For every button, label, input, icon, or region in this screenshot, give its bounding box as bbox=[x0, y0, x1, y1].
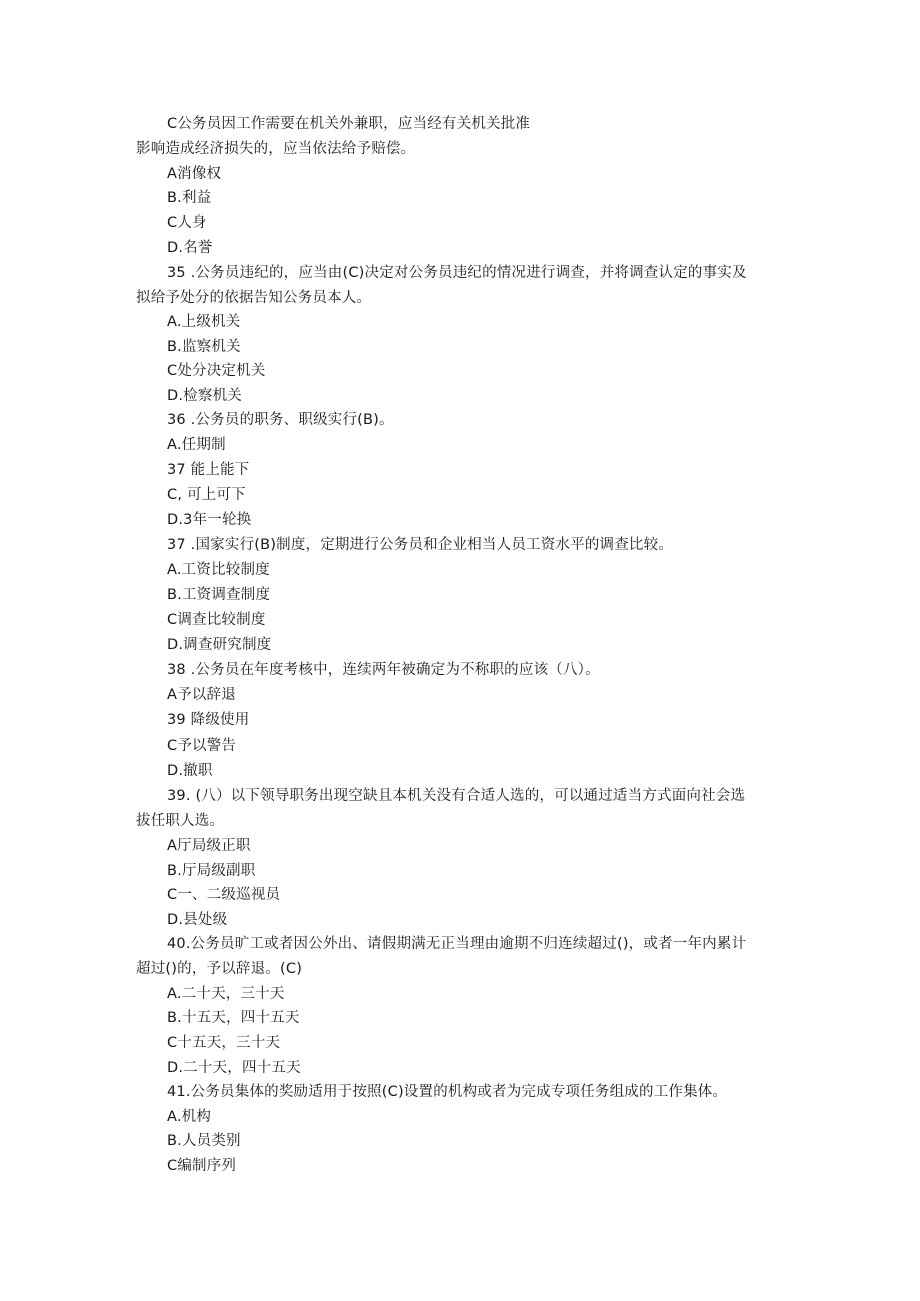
option-line: A予以辞退 bbox=[167, 687, 236, 703]
option-line: B.厅局级副职 bbox=[167, 863, 256, 879]
option-line: A.二十天，三十天 bbox=[167, 986, 285, 1002]
option-line: A.任期制 bbox=[167, 437, 226, 453]
option-line: A.工资比较制度 bbox=[167, 562, 270, 578]
option-line: D.3年一轮换 bbox=[167, 512, 252, 528]
question-line: 41.公务员集体的奖励适用于按照(C)设置的机构或者为完成专项任务组成的工作集体。 bbox=[167, 1084, 728, 1100]
option-line: C予以警告 bbox=[167, 738, 237, 754]
text-line: 影响造成经济损失的，应当依法给予赔偿。 bbox=[136, 141, 416, 157]
option-line: C编制序列 bbox=[167, 1158, 237, 1174]
option-line: C一、二级巡视员 bbox=[167, 887, 281, 903]
option-line: C处分决定机关 bbox=[167, 363, 266, 379]
option-line: C, 可上可下 bbox=[167, 487, 246, 503]
question-line: 38 .公务员在年度考核中，连续两年被确定为不称职的应该（八）。 bbox=[167, 662, 600, 678]
option-line: B.人员类别 bbox=[167, 1133, 241, 1149]
question-line: 36 .公务员的职务、职级实行(B)。 bbox=[167, 412, 394, 428]
option-line: B.利益 bbox=[167, 190, 212, 206]
option-line: D.检察机关 bbox=[167, 388, 242, 404]
question-line: 拔任职人选。 bbox=[136, 813, 225, 829]
text-line: C公务员因工作需要在机关外兼职，应当经有关机关批准 bbox=[167, 116, 531, 132]
question-line: 37 .国家实行(B)制度，定期进行公务员和企业相当人员工资水平的调查比较。 bbox=[167, 537, 674, 553]
option-line: 39 降级使用 bbox=[167, 712, 250, 728]
option-line: D.县处级 bbox=[167, 912, 228, 928]
question-line: 39. (八）以下领导职务出现空缺且本机关没有合适人选的，可以通过适当方式面向社会选 bbox=[167, 788, 746, 804]
option-line: C十五天，三十天 bbox=[167, 1035, 281, 1051]
option-line: B.工资调查制度 bbox=[167, 587, 271, 603]
option-line: A.机构 bbox=[167, 1109, 212, 1125]
option-line: A消像权 bbox=[167, 166, 222, 182]
option-line: B.监察机关 bbox=[167, 339, 241, 355]
option-line: C人身 bbox=[167, 215, 207, 231]
option-line: 37 能上能下 bbox=[167, 462, 250, 478]
option-line: D.调查研究制度 bbox=[167, 637, 272, 653]
question-line: 超过()的，予以辞退。(C) bbox=[136, 961, 303, 977]
option-line: B.十五天，四十五天 bbox=[167, 1010, 300, 1026]
question-line: 40.公务员旷工或者因公外出、请假期满无正当理由逾期不归连续超过()，或者一年内累计 bbox=[167, 936, 747, 952]
option-line: A厅局级正职 bbox=[167, 838, 251, 854]
option-line: D.名誉 bbox=[167, 240, 213, 256]
question-line: 35 .公务员违纪的，应当由(C)决定对公务员违纪的情况进行调查，并将调查认定的事实及 bbox=[167, 265, 747, 281]
option-line: D.二十天，四十五天 bbox=[167, 1060, 301, 1076]
option-line: A.上级机关 bbox=[167, 314, 241, 330]
question-line: 拟给予处分的依据告知公务员本人。 bbox=[136, 290, 372, 306]
option-line: C调查比较制度 bbox=[167, 612, 266, 628]
option-line: D.撤职 bbox=[167, 763, 213, 779]
